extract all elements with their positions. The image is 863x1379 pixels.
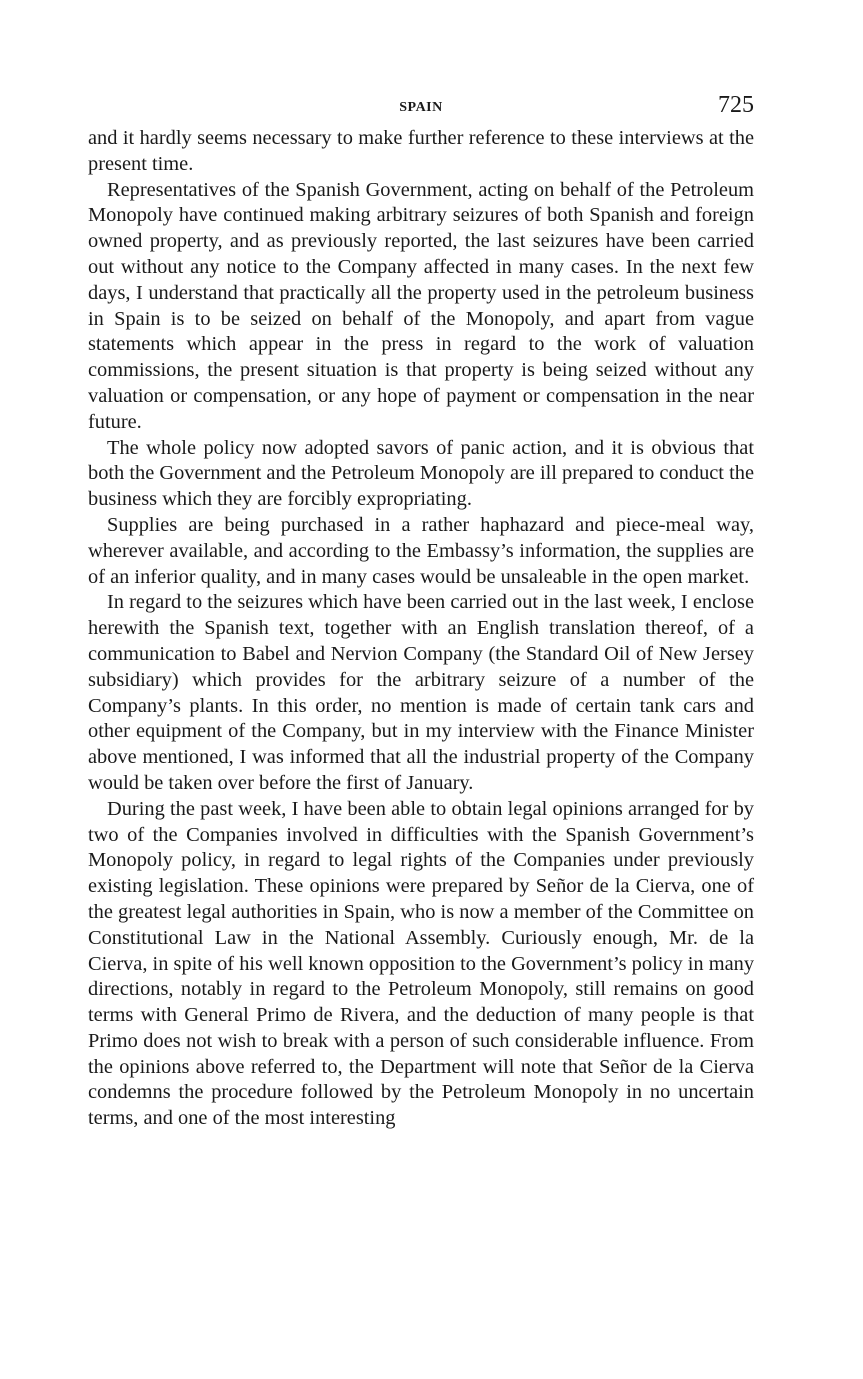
document-page: [88, 92, 754, 1132]
page-number: 725: [718, 92, 754, 118]
paragraph: The whole policy now adopted savors of panic action, and it is obvious that both the Government and the Petroleum Monopoly are ill prepared to conduct the business which they are forcibly expropriating.: [88, 436, 754, 511]
paragraph: Supplies are being purchased in a rather haphazard and piece-meal way, wherever available, and according to the Embassy’s information, the supplies are of an inferior quality, and in many cases would be unsaleable in the open market.: [88, 513, 754, 588]
paragraph-continued: and it hardly seems necessary to make further reference to these interviews at the present time.: [88, 127, 754, 175]
paragraph: Representatives of the Spanish Government, acting on behalf of the Petroleum Monopoly have continued making arbitrary seizures of both Spanish and foreign owned property, and as previously reported, the last seizures have been carried out without any notice to the Company affected in many cases. In the next few days, I understand that practically all the property used in the petroleum business in Spain is to be seized on behalf of the Monopoly, and apart from vague statements which appear in the press in regard to the work of valuation commissions, the present situation is that property is being seized without any valuation or compensation, or any hope of payment or compensation in the near future.: [88, 178, 754, 433]
paragraph: During the past week, I have been able to obtain legal opinions arranged for by two of the Companies involved in difficulties with the Spanish Government’s Monopoly policy, in regard to legal rights of the Companies under previously existing legislation. These opinions were prepared by Señor de la Cierva, one of the greatest legal authorities in Spain, who is now a member of the Committee on Constitutional Law in the National Assembly. Curiously enough, Mr. de la Cierva, in spite of his well known opposition to the Government’s policy in many directions, notably in regard to the Petroleum Monopoly, still remains on good terms with General Primo de Rivera, and the deduction of many people is that Primo does not wish to break with a person of such considerable influence. From the opinions above referred to, the Department will note that Señor de la Cierva condemns the procedure followed by the Petroleum Monopoly in no uncertain terms, and one of the most interesting: [88, 797, 755, 1130]
page-header: [88, 92, 754, 126]
running-head: SPAIN: [399, 100, 443, 115]
body-text: [88, 126, 754, 1132]
paragraph: In regard to the seizures which have been carried out in the last week, I enclose herewith the Spanish text, together with an English translation thereof, of a communication to Babel and Nervion Company (the Standard Oil of New Jersey subsidiary) which provides for the arbitrary seizure of a number of the Company’s plants. In this order, no mention is made of certain tank cars and other equipment of the Company, but in my interview with the Finance Minister above mentioned, I was informed that all the industrial property of the Company would be taken over before the first of January.: [88, 591, 754, 794]
